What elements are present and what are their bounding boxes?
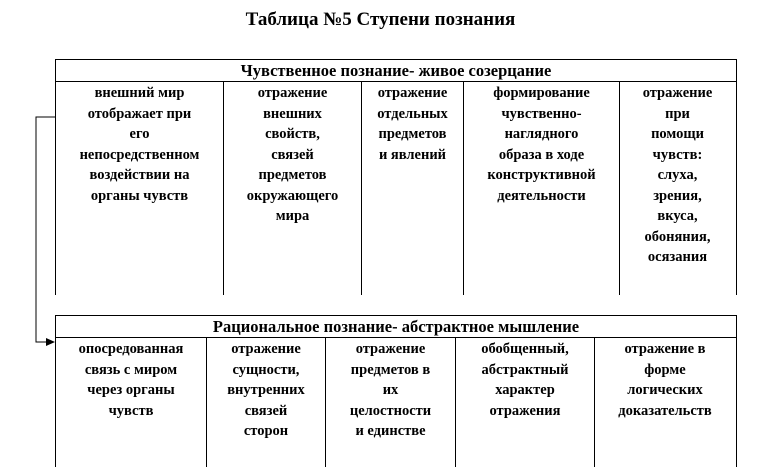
table-cell: отражение предметов в их целостности и единстве — [325, 338, 455, 467]
table-cell: отражение внешних свойств, связей предметов окружающего мира — [223, 82, 361, 295]
sensory-cognition-row — [55, 82, 736, 295]
table-cell: отражение сущности, внутренних связей сторон — [206, 338, 325, 467]
table-cell: формирование чувственно- наглядного образа в ходе конструктивной деятельности — [463, 82, 619, 295]
rational-cognition-header: Рациональное познание- абстрактное мышление — [55, 316, 736, 338]
sensory-cognition-table — [55, 59, 737, 295]
page-title: Таблица №5 Ступени познания — [245, 9, 516, 30]
table-cell: внешний мир отображает при его непосредственном воздействии на органы чувств — [55, 82, 223, 295]
table-cell: отражение отдельных предметов и явлений — [361, 82, 463, 295]
table-cell: обобщенный, абстрактный характер отражения — [455, 338, 594, 467]
table-cell: отражение при помощи чувств: слуха, зрения, вкуса, обоняния, осязания — [619, 82, 735, 295]
table-cell: отражение в форме логических доказательств — [594, 338, 735, 467]
rational-cognition-row — [55, 338, 736, 467]
table-cell: опосредованная связь с миром через органы чувств — [55, 338, 206, 467]
sensory-cognition-header: Чувственное познание- живое созерцание — [55, 60, 736, 82]
rational-cognition-table — [55, 315, 737, 467]
